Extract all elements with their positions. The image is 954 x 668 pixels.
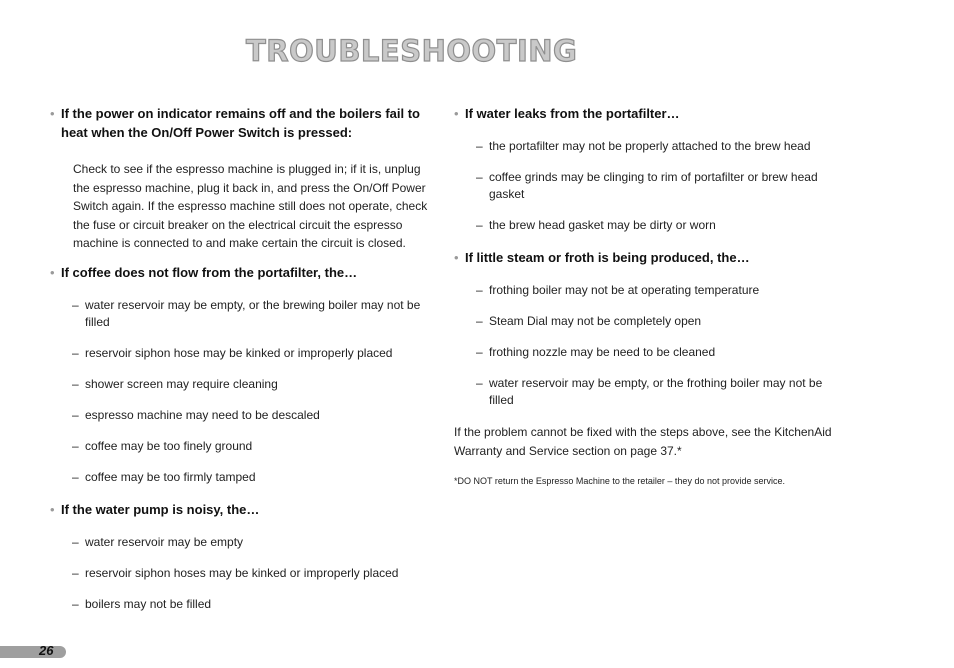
bullet-icon: • <box>454 250 459 265</box>
list-item: – shower screen may require cleaning <box>72 376 278 391</box>
list-item: – coffee may be too finely ground <box>72 438 253 453</box>
bullet-icon: • <box>50 106 55 121</box>
list-item: – coffee grinds may be clinging to rim of portafilter or brew head gasket <box>476 170 818 201</box>
portafilter-leak-list <box>476 138 839 234</box>
list-item: – water reservoir may be empty <box>72 534 244 549</box>
list-item: – the brew head gasket may be dirty or worn <box>476 218 716 232</box>
list-item: – Steam Dial may not be completely open <box>476 314 702 328</box>
section-heading-pump-noise: • If the water pump is noisy, the… <box>50 501 260 517</box>
section-heading-steam-froth: • If little steam or froth is being produced, the… <box>454 250 750 265</box>
bullet-icon: • <box>50 501 55 517</box>
power-instructions: Check to see if the espresso machine is plugged in; if it is, unplug the espresso machine, plug it back in, and press the On/Off Power Switch again. If the espresso machine still does not operate, check the fuse or circuit breaker on the electrical circuit the espresso machine is connected to and make certain the circuit is closed. <box>73 162 428 250</box>
service-note: If the problem cannot be fixed with the steps above, see the KitchenAid Warranty and Service section on page 37.* <box>454 425 832 458</box>
list-item: – frothing boiler may not be at operating temperature <box>476 283 760 297</box>
list-item: – frothing nozzle may be need to be cleaned <box>476 345 716 359</box>
list-item: – espresso machine may need to be descaled <box>72 407 320 422</box>
list-item: – boilers may not be filled <box>72 596 212 611</box>
list-item: – water reservoir may be empty, or the frothing boiler may not be filled <box>476 376 823 407</box>
bullet-icon: • <box>454 106 459 121</box>
list-item: – the portafilter may not be properly attached to the brew head <box>476 139 811 153</box>
page-title: TROUBLESHOOTING <box>246 34 578 68</box>
coffee-flow-list <box>72 297 435 486</box>
left-column <box>50 104 435 627</box>
page-number: 26 <box>39 643 54 658</box>
list-item: – water reservoir may be empty, or the brewing boiler may not be filled <box>72 297 421 329</box>
footnote: *DO NOT return the Espresso Machine to the retailer – they do not provide service. <box>454 476 785 486</box>
list-item: – reservoir siphon hose may be kinked or improperly placed <box>72 345 393 360</box>
page-number-tab <box>0 646 66 658</box>
bullet-icon: • <box>50 264 55 280</box>
list-item: – coffee may be too firmly tamped <box>72 469 256 484</box>
section-heading-power: • If the power on indicator remains off and the boilers fail to heat when the On/Off Power Switch is pressed: <box>50 106 420 140</box>
list-item: – reservoir siphon hoses may be kinked or improperly placed <box>72 565 399 580</box>
right-column <box>454 104 839 487</box>
section-heading-coffee-flow: • If coffee does not flow from the portafilter, the… <box>50 264 358 280</box>
pump-noise-list <box>72 534 435 613</box>
steam-froth-list <box>476 282 839 409</box>
section-heading-portafilter-leak: • If water leaks from the portafilter… <box>454 106 680 121</box>
